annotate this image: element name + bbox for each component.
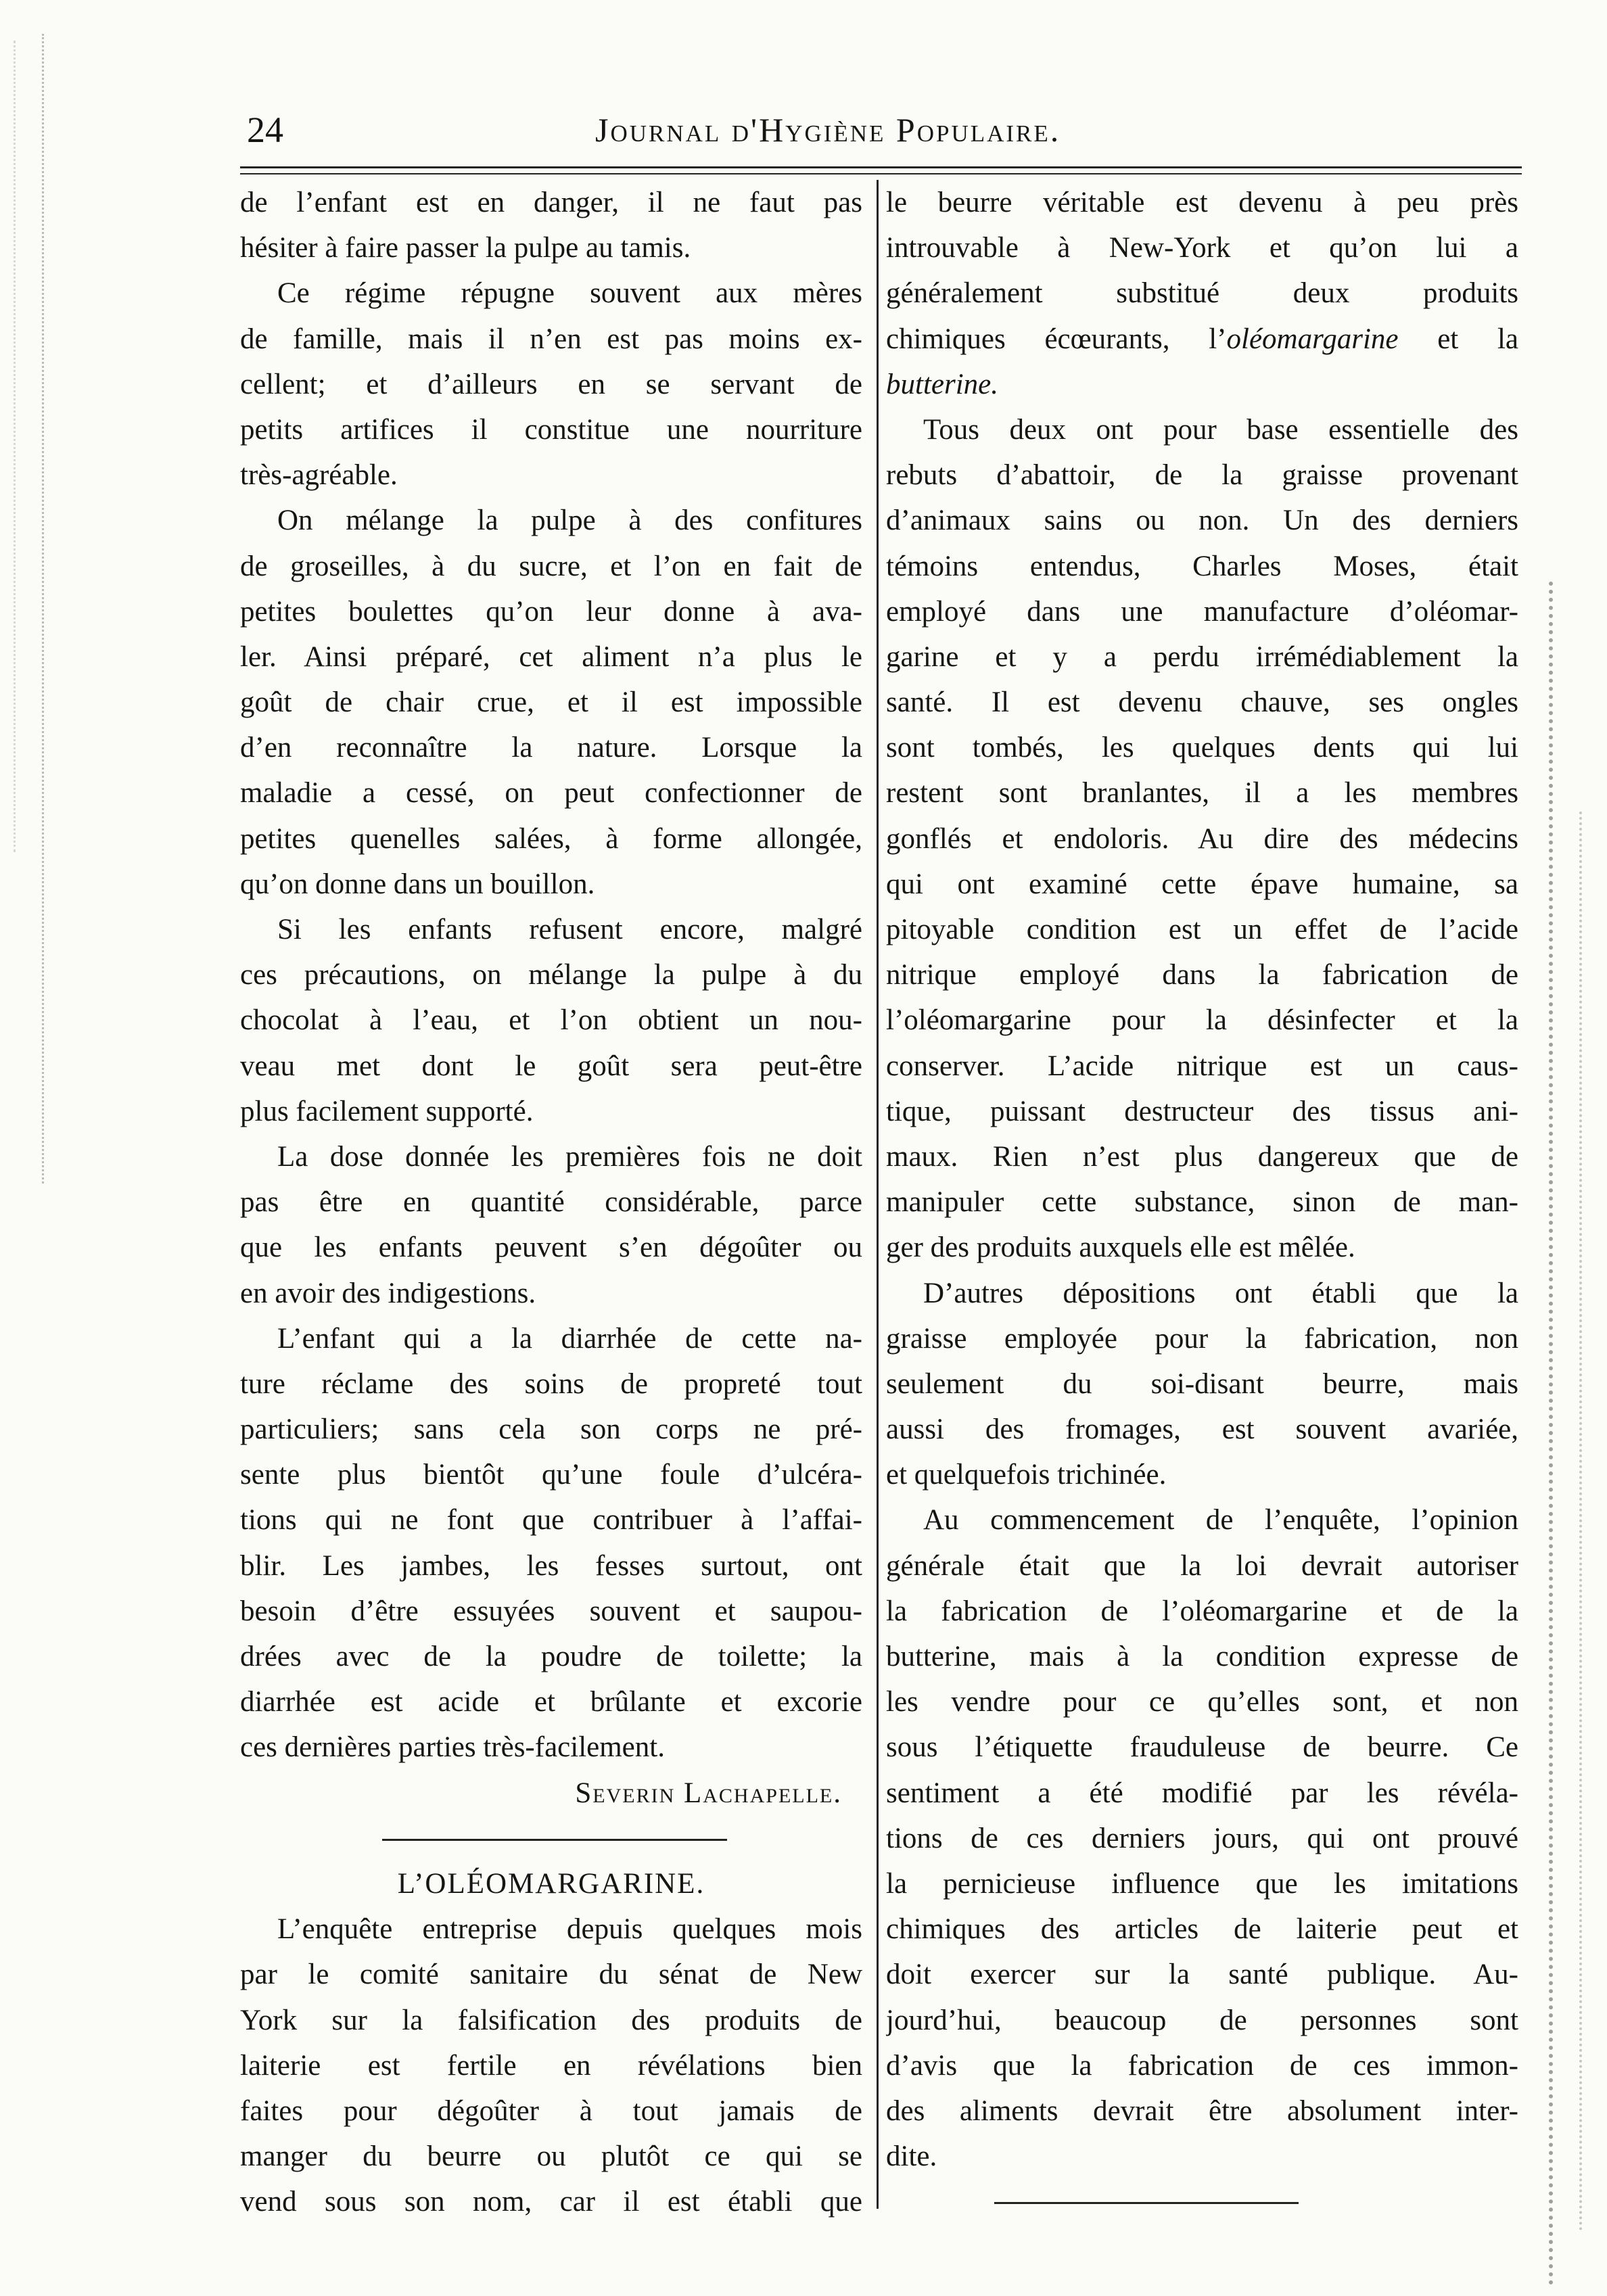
page-number: 24	[247, 110, 283, 150]
text-line: D’autres dépositions ont établi que la	[923, 1277, 1518, 1309]
text-line: gonflés et endoloris. Au dire des médecins	[886, 822, 1518, 855]
text-line: Tous deux ont pour base essentielle des	[923, 413, 1518, 446]
text-line: aussi des fromages, est souvent avariée,	[886, 1413, 1518, 1446]
text-line: jourd’hui, beaucoup de personnes sont	[886, 2004, 1518, 2036]
text-line: pitoyable condition est un effet de l’acide	[886, 914, 1518, 945]
text-line: conserver. L’acide nitrique est un caus-	[886, 1050, 1518, 1082]
text-line: maux. Rien n’est plus dangereux que de	[886, 1140, 1518, 1173]
text-line	[886, 362, 1518, 407]
text-line: le beurre véritable est devenu à peu près	[886, 187, 1518, 218]
text-line: tique, puissant destructeur des tissus ani-	[886, 1095, 1518, 1127]
text-line: de famille, mais il n’en est pas moins ex-	[240, 323, 862, 355]
column-divider	[877, 180, 879, 2209]
text-line: et quelquefois trichinée.	[886, 1459, 1167, 1491]
text-line: introuvable à New-York et qu’on lui a	[886, 232, 1518, 264]
text-line: employé dans une manufacture d’oléomar-	[886, 595, 1518, 628]
text-line: vend sous son nom, car il est établi que	[240, 2186, 862, 2218]
text-line: la pernicieuse influence que les imitations	[886, 1867, 1518, 1900]
text-line: hésiter à faire passer la pulpe au tamis.	[240, 232, 691, 264]
text-line: dite.	[886, 2140, 937, 2173]
text-line: chimiques des articles de laiterie peut et	[886, 1913, 1518, 1946]
text-line: chocolat à l’eau, et l’on obtient un nou-	[240, 1004, 862, 1037]
text-line: ces précautions, on mélange la pulpe à du	[240, 959, 862, 991]
italic-term: oléomargarine	[1226, 323, 1399, 355]
text-run: et la	[1398, 323, 1518, 355]
text-line: en avoir des indigestions.	[240, 1277, 536, 1309]
text-line: butterine, mais à la condition expresse de	[886, 1641, 1518, 1672]
text-line	[886, 317, 1518, 362]
text-line: qu’on donne dans un bouillon.	[240, 868, 595, 900]
text-line: L’enfant qui a la diarrhée de cette na-	[277, 1322, 862, 1355]
text-line: graisse employée pour la fabrication, non	[886, 1322, 1518, 1355]
text-line: faites pour dégoûter à tout jamais de	[240, 2094, 862, 2127]
text-line: drées avec de la poudre de toilette; la	[240, 1641, 862, 1672]
running-head: Journal d'Hygiène Populaire.	[595, 111, 1061, 149]
text-line: rebuts d’abattoir, de la graisse provenant	[886, 459, 1518, 492]
text-line: d’en reconnaître la nature. Lorsque la	[240, 732, 862, 764]
text-line: tions de ces derniers jours, qui ont prouvé	[886, 1822, 1518, 1854]
text-line: tions qui ne font que contribuer à l’affai-	[240, 1504, 862, 1537]
text-line: sente plus bientôt qu’une foule d’ulcéra-	[240, 1459, 862, 1491]
text-line: cellent; et d’ailleurs en se servant de	[240, 368, 862, 400]
text-line: ces dernières parties très-facilement.	[240, 1731, 665, 1764]
text-line: générale était que la loi devrait autoriser	[886, 1549, 1518, 1582]
text-line: santé. Il est devenu chauve, ses ongles	[886, 686, 1518, 719]
end-rule	[886, 2179, 1518, 2224]
article-separator	[240, 1816, 862, 1861]
text-line: d’avis que la fabrication de ces immon-	[886, 2049, 1518, 2082]
text-line: restent sont branlantes, il a les membres	[886, 777, 1518, 810]
text-line: qui ont examiné cette épave humaine, sa	[886, 868, 1518, 900]
binding-edge	[42, 34, 47, 1184]
text-line: manger du beurre ou plutôt ce qui se	[240, 2140, 862, 2173]
torn-right-edge	[1549, 582, 1580, 2286]
text-line: particuliers; sans cela son corps ne pré-	[240, 1413, 862, 1446]
text-line: l’oléomargarine pour la désinfecter et la	[886, 1004, 1518, 1037]
text-line: On mélange la pulpe à des confitures	[277, 505, 862, 537]
text-line: York sur la falsification des produits de	[240, 2004, 862, 2036]
text-line: diarrhée est acide et brûlante et excorie	[240, 1686, 862, 1718]
text-line: d’animaux sains ou non. Un des derniers	[886, 505, 1518, 537]
text-line: La dose donnée les premières fois ne doit	[277, 1140, 862, 1173]
separator-rule	[994, 2202, 1299, 2204]
text-line: blir. Les jambes, les fesses surtout, ont	[240, 1549, 862, 1582]
right-column	[886, 180, 1518, 2224]
text-line: goût de chair crue, et il est impossible	[240, 686, 862, 719]
text-line: sont tombés, les quelques dents qui lui	[886, 732, 1518, 764]
text-line: sous l’étiquette frauduleuse de beurre. Ce	[886, 1731, 1518, 1764]
torn-right-edge-specks	[1579, 812, 1596, 2232]
text-line: ture réclame des soins de propreté tout	[240, 1367, 862, 1400]
header-rule	[240, 166, 1522, 168]
text-line: Ce régime répugne souvent aux mères	[277, 277, 862, 310]
text-line: Au commencement de l’enquête, l’opinion	[923, 1504, 1518, 1537]
text-line: sentiment a été modifié par les révéla-	[886, 1777, 1518, 1809]
text-run: chimiques écœurants, l’	[886, 323, 1227, 355]
header-rule-thin	[240, 173, 1522, 174]
text-line: par le comité sanitaire du sénat de New	[240, 1959, 862, 1991]
article-heading: L’OLÉOMARGARINE.	[397, 1867, 705, 1900]
text-line: veau met dont le goût sera peut-être	[240, 1050, 862, 1082]
text-line: que les enfants peuvent s’en dégoûter ou	[240, 1232, 862, 1264]
text-line: maladie a cessé, on peut confectionner de	[240, 777, 862, 810]
text-line: Si les enfants refusent encore, malgré	[277, 914, 862, 945]
text-line: ger des produits auxquels elle est mêlée.	[886, 1232, 1355, 1264]
text-line: très-agréable.	[240, 459, 398, 492]
text-line: garine et y a perdu irrémédiablement la	[886, 640, 1518, 673]
text-line: témoins entendus, Charles Moses, était	[886, 550, 1518, 582]
text-line: petites quenelles salées, à forme allongée,	[240, 822, 862, 855]
text-line: la fabrication de l’oléomargarine et de la	[886, 1595, 1518, 1627]
text-line: les vendre pour ce qu’elles sont, et non	[886, 1686, 1518, 1718]
text-line: seulement du soi-disant beurre, mais	[886, 1367, 1518, 1400]
text-line: L’enquête entreprise depuis quelques mois	[277, 1913, 862, 1946]
text-line: ler. Ainsi préparé, cet aliment n’a plus le	[240, 640, 862, 673]
text-line: de groseilles, à du sucre, et l’on en fait de	[240, 550, 862, 582]
text-line: besoin d’être essuyées souvent et saupou-	[240, 1595, 862, 1627]
binding-edge-specks	[14, 41, 18, 852]
italic-term: butterine.	[886, 368, 998, 400]
text-line: pas être en quantité considérable, parce	[240, 1186, 862, 1219]
text-line: petits artifices il constitue une nourriture	[240, 413, 862, 446]
author-signature: Severin Lachapelle.	[575, 1777, 842, 1809]
text-line: petites boulettes qu’on leur donne à ava-	[240, 595, 862, 628]
text-line: plus facilement supporté.	[240, 1095, 534, 1127]
text-line: de l’enfant est en danger, il ne faut pas	[240, 187, 862, 218]
separator-rule	[382, 1839, 727, 1841]
text-line: laiterie est fertile en révélations bien	[240, 2049, 862, 2082]
text-line: doit exercer sur la santé publique. Au-	[886, 1959, 1518, 1991]
text-line: des aliments devrait être absolument inter-	[886, 2094, 1518, 2127]
text-line: manipuler cette substance, sinon de man-	[886, 1186, 1518, 1219]
text-line: nitrique employé dans la fabrication de	[886, 959, 1518, 991]
left-column	[240, 180, 862, 2224]
text-line: généralement substitué deux produits	[886, 277, 1518, 310]
